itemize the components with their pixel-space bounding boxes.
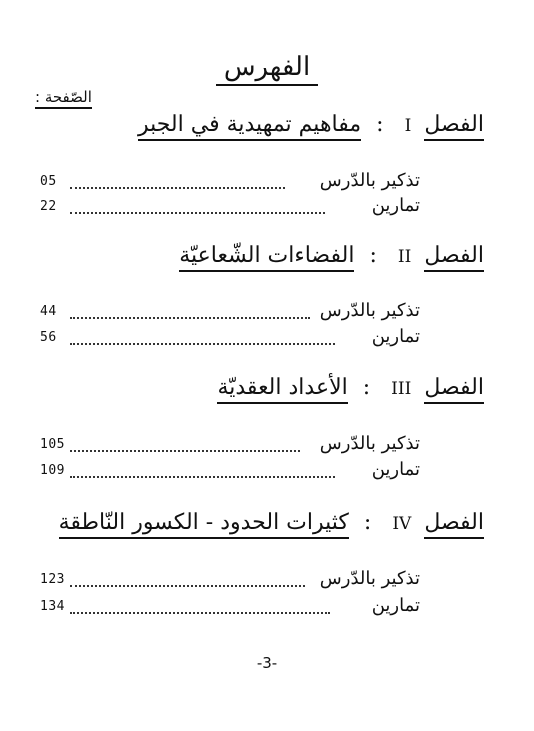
toc-entry [40, 328, 420, 352]
entry-page-number: 44 [40, 304, 57, 319]
toc-entry [40, 570, 420, 594]
chapter-heading-1: الفصل I : مفاهيم تمهيدية في الجبر [138, 112, 484, 137]
chapter-numeral: I [404, 116, 412, 136]
chapter-numeral: IV [392, 514, 412, 534]
entry-name: تمارين [371, 595, 420, 616]
toc-entry [40, 172, 420, 196]
chapter-heading-3: الفصل III : الأعداد العقديّة [217, 375, 484, 400]
page-title: الفهرس [0, 52, 534, 86]
dot-leader [70, 577, 305, 587]
chapter-heading-2: الفصل II : الفضاءات الشّعاعيّة [179, 243, 484, 268]
entry-name: تمارين [371, 459, 420, 480]
toc-entry [40, 197, 420, 221]
entry-page-number: 105 [40, 437, 65, 452]
chapter-heading-4: الفصل IV : كثيرات الحدود - الكسور النّاطقة [59, 510, 484, 535]
dot-leader [70, 309, 310, 319]
entry-name: تمارين [371, 326, 420, 347]
chapter-label: الفصل [424, 112, 484, 141]
chapter-label: الفصل [424, 375, 484, 404]
entry-name: تذكير بالدّرس [319, 568, 420, 589]
toc-entry [40, 302, 420, 326]
entry-name: تذكير بالدّرس [319, 170, 420, 191]
entry-name: تمارين [371, 195, 420, 216]
entry-page-number: 109 [40, 463, 65, 478]
entry-page-number: 123 [40, 572, 65, 587]
entry-name: تذكير بالدّرس [319, 300, 420, 321]
toc-entry [40, 461, 420, 485]
dot-leader [70, 604, 330, 614]
entry-page-number: 134 [40, 599, 65, 614]
dot-leader [70, 179, 285, 189]
entry-page-number: 22 [40, 199, 57, 214]
chapter-label: الفصل [424, 243, 484, 272]
toc-entry [40, 597, 420, 621]
dot-leader [70, 335, 335, 345]
chapter-title: كثيرات الحدود - الكسور النّاطقة [59, 510, 349, 539]
dot-leader [70, 468, 335, 478]
entry-page-number: 05 [40, 174, 57, 189]
chapter-title: مفاهيم تمهيدية في الجبر [138, 112, 361, 141]
page-column-header: الصّفحة : [35, 88, 92, 106]
chapter-numeral: III [391, 379, 412, 399]
chapter-title: الأعداد العقديّة [217, 375, 347, 404]
chapter-label: الفصل [424, 510, 484, 539]
toc-entry [40, 435, 420, 459]
entry-name: تذكير بالدّرس [319, 433, 420, 454]
dot-leader [70, 204, 325, 214]
dot-leader [70, 442, 300, 452]
chapter-numeral: II [397, 247, 412, 267]
entry-page-number: 56 [40, 330, 57, 345]
chapter-title: الفضاءات الشّعاعيّة [179, 243, 354, 272]
page-number-footer: -3- [256, 654, 278, 672]
